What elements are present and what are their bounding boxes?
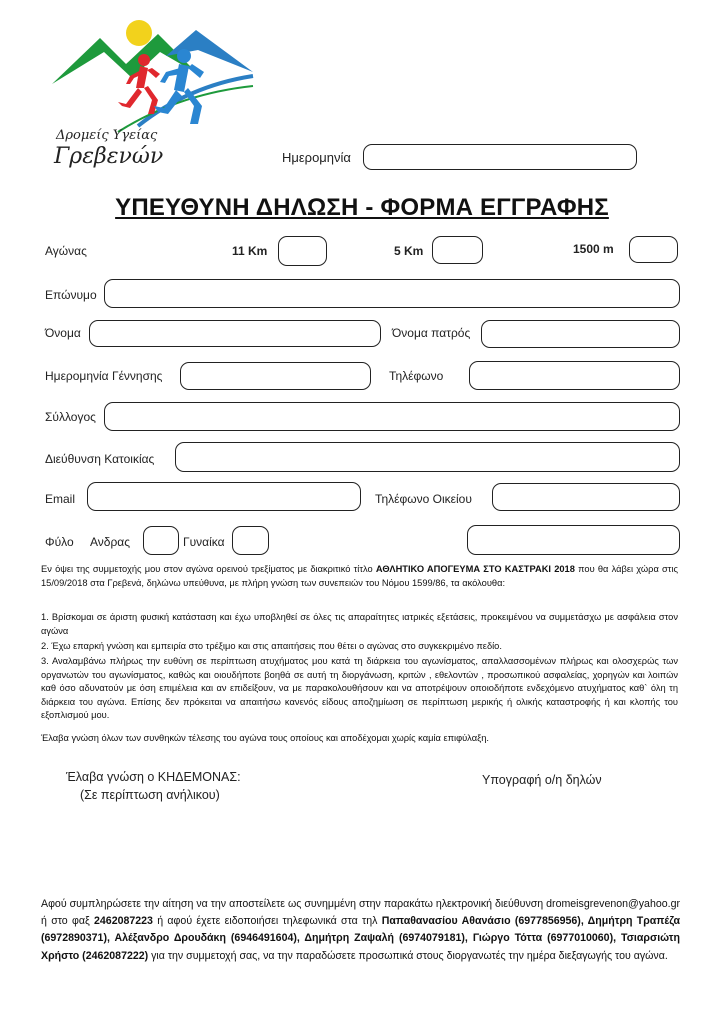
home-phone-label: Τηλέφωνο Οικείου <box>375 492 472 506</box>
footer-instructions <box>41 896 680 965</box>
blue-runner-icon <box>154 49 204 124</box>
gender-female-checkbox[interactable] <box>232 526 269 555</box>
phone-field[interactable] <box>469 361 680 390</box>
name-label: Όνομα <box>45 326 81 340</box>
surname-label: Επώνυμο <box>45 288 97 302</box>
event-name: ΑΘΛΗΤΙΚΟ ΑΠΟΓΕΥΜΑ ΣΤΟ ΚΑΣΤΡΑΚΙ 2018 <box>375 564 575 574</box>
footer-text-3: για την συμμετοχή σας, να την παραδώσετε προσωπικά στους διοργανωτές την ημέρα διεξαγωγής του αγώνα. <box>148 949 668 962</box>
race-label: Αγώνας <box>45 244 87 258</box>
surname-field[interactable] <box>104 279 680 308</box>
race-option-11km-checkbox[interactable] <box>278 236 327 266</box>
phone-label: Τηλέφωνο <box>389 369 444 383</box>
footer-text-1: Αφού συμπληρώσετε την αίτηση να την αποστείλετε ως συνημμένη στην παρακάτω ηλεκτρονική διεύθυνση dromeisgrevenon@yahoo.gr ή στο φαξ <box>41 898 680 928</box>
date-label: Ημερομηνία <box>282 150 351 165</box>
father-name-field[interactable] <box>481 320 680 348</box>
address-field[interactable] <box>175 442 680 472</box>
declaration-intro-a: Εν όψει της συμμετοχής μου στον αγώνα ορεινού τρεξίματος με διακριτικό τίτλο <box>41 564 376 574</box>
declaration-closing: Έλαβα γνώση όλων των συνθηκών τέλεσης του αγώνα τους οποίους και αποδέχομαι χωρίς καμία επιφύλαξη. <box>41 733 489 743</box>
guardian-label: Έλαβα γνώση ο ΚΗΔΕΜΟΝΑΣ: <box>66 770 241 784</box>
footer-text-2: ή αφού έχετε ειδοποιήσει τηλεφωνικά στα τηλ <box>152 915 382 928</box>
name-field[interactable] <box>89 320 381 347</box>
birth-date-field[interactable] <box>180 362 371 390</box>
gender-male-checkbox[interactable] <box>143 526 179 555</box>
form-title: ΥΠΕΥΘΥΝΗ ΔΗΛΩΣΗ - ΦΟΡΜΑ ΕΓΓΡΑΦΗΣ <box>115 194 609 221</box>
email-label: Email <box>45 492 76 506</box>
guardian-note: (Σε περίπτωση ανήλικου) <box>80 788 220 802</box>
logo-text-line2: Γρεβενών <box>54 144 164 169</box>
gender-label: Φύλο <box>45 535 74 549</box>
sun-icon <box>126 20 152 46</box>
footer-fax: 2462087223 <box>94 915 153 928</box>
birth-date-label: Ημερομηνία Γέννησης <box>45 369 163 383</box>
race-option-5km-checkbox[interactable] <box>432 236 483 264</box>
race-option-11km-label: 11 Km <box>232 244 268 258</box>
club-logo <box>48 16 258 176</box>
mountain-green-shape <box>52 34 198 84</box>
address-label: Διεύθυνση Κατοικίας <box>45 452 155 466</box>
gender-female-label: Γυναίκα <box>183 535 225 549</box>
declarant-signature-label: Υπογραφή ο/η δηλών <box>482 773 602 787</box>
gender-male-label: Ανδρας <box>90 535 131 549</box>
logo-graphic <box>48 16 258 136</box>
declaration-item-1: 1. Βρίσκομαι σε άριστη φυσική κατάσταση και έχω υποβληθεί σε όλες τις απαραίτητες ιατρικές εξετάσεις, προκειμένου να συμμετάσχω με ασφάλεια στον αγώνα <box>41 612 678 636</box>
father-name-label: Όνομα πατρός <box>392 326 471 340</box>
date-field[interactable] <box>363 144 637 170</box>
extra-field[interactable] <box>467 525 680 555</box>
declaration-intro <box>41 563 678 590</box>
declaration-intro-b: που θα λάβει χώρα στις 15/09/2018 στα Γρεβενά, δηλώνω υπεύθυνα, με πλήρη γνώση των συνεπειών του Νόμου 1599/86, τα ακόλουθα: <box>41 564 679 588</box>
race-option-5km-label: 5 Km <box>394 244 424 258</box>
club-label: Σύλλογος <box>45 410 96 424</box>
race-option-1500m-label: 1500 m <box>573 242 614 256</box>
declaration-item-2: 2. Έχω επαρκή γνώση και εμπειρία στο τρέξιμο και στις απαιτήσεις που θέτει ο αγώνας στο συγκεκριμένο πεδίο. <box>41 641 502 651</box>
home-phone-field[interactable] <box>492 483 680 511</box>
email-field[interactable] <box>87 482 361 511</box>
declaration-item-3: 3. Αναλαμβάνω πλήρως την ευθύνη σε περίπτωση ατυχήματος μου κατά τη διάρκεια του αγωνίσματος, απαλλασσομένων πλήρως και ολοσχερώς των οργανωτών του αγωνίσματος, καθώς και οιουδήποτε βοηθά σε αυτή τη διοργάνωση, κριτών , εθελοντών , προσωπικού ασφαλείας, χορηγών και λοιπών καθ όσο αδυνατούν με όση επιμέλεια και αν επιδείξουν, να με παρακολουθήσουν και να αποτρέψουν οποιοδήποτε ενδεχόμενο ατυχήματος καθ` όλη τη διάρκεια του αγώνα. Επίσης δεν πρόκειται να απαιτήσω κανενός είδους αποζημίωση σε περίπτωση μερικής ή ολικής καταστροφής ή και κλοπής του εξοπλισμού μου. <box>41 656 678 721</box>
logo-text-line1: Δρομείς Υγείας <box>56 128 158 143</box>
footer-contacts: Παπαθανασίου Αθανάσιο (6977856956), Δημήτρη Τραπέζα (6972890371), Αλέξανδρο Δρουδάκη (6946491604), Δημήτρη Ζαψαλή (6974079181), Γιώργο Τόττα (6977010060), Τσιαρσιώτη Χρήστο (2462087222) <box>41 915 680 962</box>
club-field[interactable] <box>104 402 680 431</box>
race-option-1500m-checkbox[interactable] <box>629 236 678 263</box>
